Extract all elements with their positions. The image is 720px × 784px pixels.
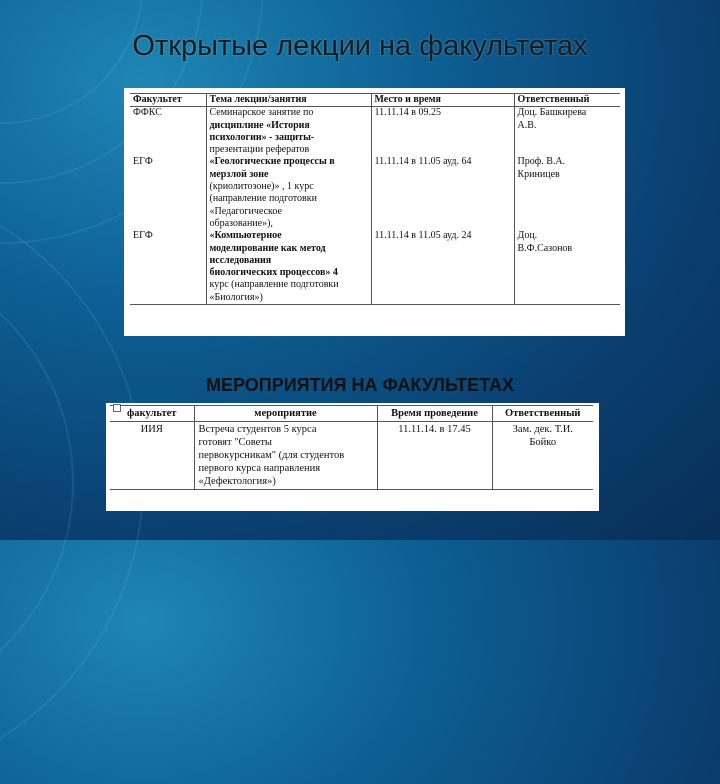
responsible-cell xyxy=(492,422,593,490)
section-heading: МЕРОПРИЯТИЯ НА ФАКУЛЬТЕТАХ xyxy=(206,375,514,395)
topic-line: «Педагогическое xyxy=(209,205,282,217)
column-header: Время проведение xyxy=(377,406,492,422)
topic-line: презентации рефератов xyxy=(209,144,310,156)
responsible-line: Криницев xyxy=(517,168,560,180)
slide-title: Открытые лекции на факультетах xyxy=(132,30,588,62)
lectures-table xyxy=(130,93,620,305)
responsible-cell xyxy=(514,156,620,230)
event-line: первокурсникам" (для студентов xyxy=(198,450,345,461)
topic-line: «Компьютерное xyxy=(209,230,282,242)
responsible-line: Проф. В.А. xyxy=(517,156,566,168)
table-row xyxy=(130,156,620,230)
event-line: первого курса направления xyxy=(198,463,321,474)
column-header: Ответственный xyxy=(514,94,620,107)
column-header: факультет xyxy=(110,406,194,422)
event-line: готовят "Советы xyxy=(198,437,272,448)
event-cell xyxy=(194,422,377,490)
responsible-cell xyxy=(514,107,620,157)
column-header: Место и время xyxy=(371,94,514,107)
place-cell: 11.11.14 в 09.25 xyxy=(371,107,514,157)
events-table xyxy=(110,405,593,490)
responsible-line: А.В. xyxy=(517,119,537,131)
topic-line: курс (направление подготовки xyxy=(209,279,339,291)
topic-line: биологических процессов» 4 xyxy=(209,267,338,279)
responsible-line: Доц. xyxy=(517,230,538,242)
topic-cell xyxy=(206,107,371,157)
topic-line: «Биология») xyxy=(209,291,263,303)
topic-line: психологии» - защиты- xyxy=(209,131,315,143)
lectures-sheet xyxy=(124,88,625,336)
responsible-line: Доц. Башкирева xyxy=(517,107,587,119)
table-row xyxy=(110,422,593,490)
event-line: «Дефектология») xyxy=(198,476,276,487)
table-row xyxy=(130,107,620,157)
column-header: Тема лекции/занятия xyxy=(206,94,371,107)
table-header-row xyxy=(110,406,593,422)
faculty-cell: ФФКС xyxy=(130,107,206,157)
column-header: мероприятие xyxy=(194,406,377,422)
table-row xyxy=(130,230,620,304)
faculty-cell: ЕГФ xyxy=(130,230,206,304)
topic-line: (направление подготовки xyxy=(209,193,317,205)
faculty-cell: ЕГФ xyxy=(130,156,206,230)
table-header-row xyxy=(130,94,620,107)
column-header: Ответственный xyxy=(492,406,593,422)
topic-line: образование»), xyxy=(209,217,273,229)
place-cell: 11.11.14 в 11.05 ауд. 64 xyxy=(371,156,514,230)
time-cell: 11.11.14. в 17.45 xyxy=(377,422,492,490)
events-sheet xyxy=(106,403,599,511)
topic-line: «Геологические процессы в xyxy=(209,156,335,168)
responsible-line: В.Ф.Сазонов xyxy=(517,242,573,254)
topic-cell xyxy=(206,230,371,304)
topic-line: (криолитозоне)» , 1 курс xyxy=(209,181,314,193)
topic-cell xyxy=(206,156,371,230)
topic-line: моделирование как метод xyxy=(209,242,326,254)
topic-line: мерзлой зоне xyxy=(209,168,269,180)
place-cell: 11.11.14 в 11.05 ауд. 24 xyxy=(371,230,514,304)
selection-handle xyxy=(113,404,121,412)
responsible-cell xyxy=(514,230,620,304)
event-line: Встреча студентов 5 курса xyxy=(198,424,317,435)
topic-line: Семинарское занятие по xyxy=(209,107,314,119)
faculty-cell: ИИЯ xyxy=(110,422,194,490)
responsible-line: Зам. дек. Т.И. xyxy=(512,424,573,435)
topic-line: дисциплине «История xyxy=(209,119,310,131)
topic-line: исследования xyxy=(209,254,272,266)
column-header: Факультет xyxy=(130,94,206,107)
responsible-line: Бойко xyxy=(529,437,557,448)
